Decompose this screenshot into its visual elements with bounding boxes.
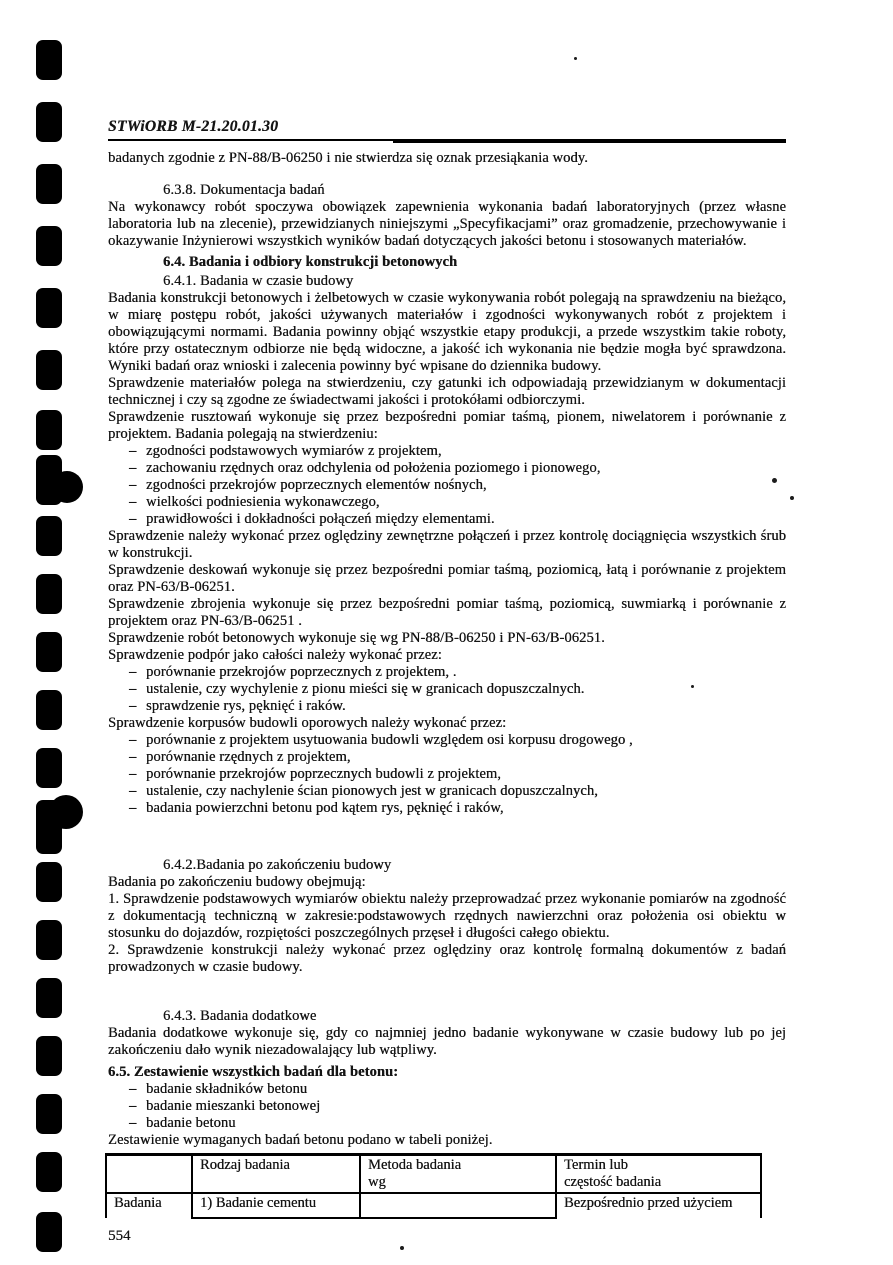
table-header-line: częstość badania — [564, 1173, 662, 1190]
tests-table — [105, 1153, 762, 1219]
table-header-cell — [556, 1155, 761, 1194]
binding-mark — [36, 574, 62, 614]
bullet-item: – porównanie przekrojów poprzecznych budowli z projektem, — [108, 766, 786, 783]
heading-6-4-3: 6.4.3. Badania dodatkowe — [163, 1008, 317, 1024]
heading-6-4-1: 6.4.1. Badania w czasie budowy — [163, 273, 354, 289]
page-number: 554 — [108, 1228, 131, 1244]
binding-mark — [36, 40, 62, 80]
bullet-item: – porównanie z projektem usytuowania budowli względem osi korpusu drogowego , — [108, 732, 786, 749]
binding-mark — [36, 350, 62, 390]
table-row — [106, 1193, 761, 1218]
paragraph: Sprawdzenie korpusów budowli oporowych należy wykonać przez: — [108, 715, 507, 731]
binding-mark — [36, 748, 62, 788]
paragraph: Na wykonawcy robót spoczywa obowiązek zapewnienia wykonania badań laboratoryjnych (przez własne laboratoria lub na zlecenie), przewidzianych niniejszymi „Specyfikacjami” oraz gromadzenie, przechowywanie i okazywanie Inżynierowi wszystkich wyników badań dotyczących jakości betonu i stosowanych materiałów. — [108, 199, 786, 249]
scan-speck — [790, 496, 794, 500]
binding-mark — [36, 288, 62, 328]
table-header-line: Rodzaj badania — [200, 1157, 290, 1173]
bullet-item: – prawidłowości i dokładności połączeń między elementami. — [108, 511, 786, 528]
paragraph: Badania konstrukcji betonowych i żelbetowych w czasie wykonywania robót polegają na sprawdzeniu na bieżąco, w miarę postępu robót, jakości używanych materiałów i zgodności wykonywanych robót z projektem i obowiązującymi normami. Badania powinny objąć wszystkie etapy produkcji, a przede wszystkim takie roboty, które przy ostatecznym odbiorze nie będą widoczne, a jakość ich wykonania nie będzie mogła być sprawdzona. Wyniki badań oraz wnioski i zalecenia powinny być wpisane do dziennika budowy. — [108, 290, 786, 374]
document-header — [108, 118, 786, 141]
binding-mark — [36, 226, 62, 266]
bullet-item: – badanie składników betonu — [108, 1081, 786, 1098]
bullet-item: – badanie mieszanki betonowej — [108, 1098, 786, 1115]
heading-6-3-8: 6.3.8. Dokumentacja badań — [163, 182, 325, 198]
paragraph: Sprawdzenie należy wykonać przez oględziny zewnętrzne połączeń i przez kontrolę dociągnięcia wszystkich śrub w konstrukcji. — [108, 528, 786, 561]
paragraph: Sprawdzenie zbrojenia wykonuje się przez bezpośredni pomiar taśmą, poziomicą, suwmiarką i porównanie z projektem oraz PN-63/B-06251 . — [108, 596, 786, 629]
bullet-item: – porównanie rzędnych z projektem, — [108, 749, 786, 766]
paragraph: Sprawdzenie robót betonowych wykonuje się wg PN-88/B-06250 i PN-63/B-06251. — [108, 630, 605, 646]
paragraph: Sprawdzenie podpór jako całości należy wykonać przez: — [108, 647, 442, 663]
scan-speck — [574, 57, 577, 60]
paragraph: Sprawdzenie materiałów polega na stwierdzeniu, czy gatunki ich odpowiadają przewidzianym w dokumentacji technicznej i czy są zgodne ze świadectwami jakości i protokółami odbiorczymi. — [108, 375, 786, 408]
binding-mark — [36, 455, 62, 505]
binding-mark — [36, 516, 62, 556]
binding-mark — [36, 690, 62, 730]
table-header-cell — [106, 1155, 192, 1194]
bullet-item: – badanie betonu — [108, 1115, 786, 1132]
bullet-item: – ustalenie, czy nachylenie ścian pionowych jest w granicach dopuszczalnych, — [108, 783, 786, 800]
heading-6-5: 6.5. Zestawienie wszystkich badań dla betonu: — [108, 1064, 399, 1080]
paragraph: Sprawdzenie rusztowań wykonuje się przez bezpośredni pomiar taśmą, pionem, niwelatorem i porównanie z projektem. Badania polegają na stwierdzeniu: — [108, 409, 786, 442]
bullet-item: – sprawdzenie rys, pęknięć i raków. — [108, 698, 786, 715]
table-header-line: wg — [368, 1173, 386, 1190]
bullet-list-rusztowania — [108, 443, 786, 528]
heading-6-4: 6.4. Badania i odbiory konstrukcji betonowych — [163, 254, 458, 270]
bullet-item: – wielkości podniesienia wykonawczego, — [108, 494, 786, 511]
paragraph: Sprawdzenie deskowań wykonuje się przez bezpośredni pomiar taśmą, poziomicą, łatą i porównanie z projektem oraz PN-63/B-06251. — [108, 562, 786, 595]
binding-mark — [36, 164, 62, 204]
heading-6-4-2: 6.4.2.Badania po zakończeniu budowy — [163, 857, 392, 873]
binding-mark — [36, 410, 62, 450]
binding-mark — [36, 1094, 62, 1134]
page-content — [108, 118, 786, 1245]
binding-mark — [36, 1152, 62, 1192]
table-header-line: Metoda badania — [368, 1157, 462, 1173]
table-cell — [360, 1193, 556, 1218]
paragraph: 2. Sprawdzenie konstrukcji należy wykonać przez oględziny oraz kontrolę formalną dokumentów z badań prowadzonych w czasie budowy. — [108, 942, 786, 975]
binding-mark — [36, 1212, 62, 1252]
table-cell: 1) Badanie cementu — [192, 1193, 360, 1218]
binding-mark — [36, 1036, 62, 1076]
paragraph: Badania dodatkowe wykonuje się, gdy co najmniej jedno badanie wykonywane w czasie budowy lub po jej zakończeniu dało wynik niezadowalający lub wątpliwy. — [108, 1025, 786, 1058]
bullet-item: – badania powierzchni betonu pod kątem rys, pęknięć i raków, — [108, 800, 786, 817]
binding-mark — [36, 862, 62, 902]
bullet-list-podpory — [108, 664, 786, 715]
table-header-cell — [360, 1155, 556, 1194]
bullet-item: – zachowaniu rzędnych oraz odchylenia od położenia poziomego i pionowego, — [108, 460, 786, 477]
bullet-item: – ustalenie, czy wychylenie z pionu mieści się w granicach dopuszczalnych. — [108, 681, 786, 698]
bullet-list-korpusy — [108, 732, 786, 817]
document-title: STWiORB M-21.20.01.30 — [108, 118, 279, 135]
scan-speck — [400, 1246, 404, 1250]
binding-mark — [36, 800, 62, 854]
bullet-list-beton — [108, 1081, 786, 1132]
bullet-item: – zgodności podstawowych wymiarów z projektem, — [108, 443, 786, 460]
binding-mark — [36, 978, 62, 1018]
binding-mark — [36, 920, 62, 960]
intro-line: badanych zgodnie z PN-88/B-06250 i nie stwierdza się oznak przesiąkania wody. — [108, 150, 588, 166]
paragraph: Badania po zakończeniu budowy obejmują: — [108, 874, 366, 890]
table-header-line: Termin lub — [564, 1157, 628, 1173]
paragraph: Zestawienie wymaganych badań betonu podano w tabeli poniżej. — [108, 1132, 493, 1148]
table-cell: Badania — [106, 1193, 192, 1218]
bullet-item: – zgodności przekrojów poprzecznych elementów nośnych, — [108, 477, 786, 494]
table-cell: Bezpośrednio przed użyciem — [556, 1193, 761, 1218]
bullet-item: – porównanie przekrojów poprzecznych z projektem, . — [108, 664, 786, 681]
table-header-cell — [192, 1155, 360, 1194]
binding-mark — [36, 632, 62, 672]
table-header-row — [106, 1155, 761, 1194]
binding-mark — [36, 102, 62, 142]
document-body — [108, 150, 786, 1149]
paragraph: 1. Sprawdzenie podstawowych wymiarów obiektu należy przeprowadzać przez wykonanie pomiarów na zgodność z dokumentacją techniczną w zakresie:podstawowych rzędnych nawierzchni oraz położenia osi obiektu w stosunku do dojazdów, rozpiętości poszczególnych przęseł i długości całego obiektu. — [108, 891, 786, 941]
